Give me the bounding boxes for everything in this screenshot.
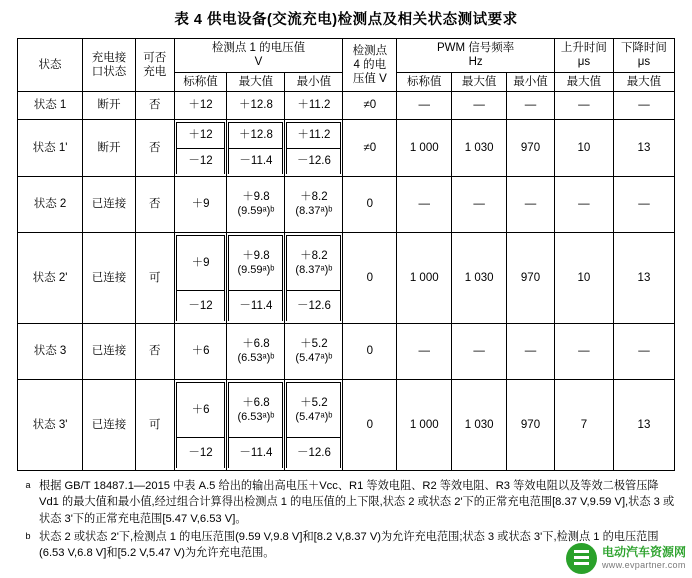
row-can-charge: 否 [135, 324, 174, 380]
row-pwm-nominal: — [397, 92, 452, 120]
table-header-row-1 [18, 39, 675, 73]
header-fall-time [613, 39, 674, 73]
row-point1-nominal-group [174, 380, 227, 471]
row-state: 状态 3' [18, 380, 83, 471]
header-pwm [397, 39, 555, 73]
row-port-state: 已连接 [83, 233, 136, 324]
row-point1-min-note: (5.47ᵃ)ᵇ [295, 352, 333, 365]
row-point4: 0 [343, 177, 397, 233]
row-point1-nominal-2: －12 [176, 291, 225, 322]
row-point1-max-group [227, 233, 285, 324]
header-fall-line2: μs [637, 56, 651, 69]
row-point1-min-cell [287, 236, 341, 291]
row-state: 状态 1 [18, 92, 83, 120]
header-pwm-max: 最大值 [452, 72, 507, 91]
row-port-state: 已连接 [83, 324, 136, 380]
header-can-charge-line1: 可否 [143, 51, 167, 64]
table-row [18, 120, 675, 177]
row-point1-nominal: ＋9 [176, 236, 225, 291]
row-point1-nominal: ＋6 [174, 324, 227, 380]
row-rise-time: — [554, 177, 613, 233]
row-pwm-nominal: 1 000 [397, 380, 452, 471]
header-rise-line2: μs [577, 56, 591, 69]
header-can-charge [135, 39, 174, 92]
row-point1-min-2: －12.6 [287, 149, 341, 175]
header-fall-max: 最大值 [613, 72, 674, 91]
row-rise-time: 10 [554, 120, 613, 177]
row-point1-min: ＋11.2 [285, 92, 343, 120]
row-fall-time: 13 [613, 380, 674, 471]
row-point1-max-2: －11.4 [229, 291, 283, 322]
row-rise-time: — [554, 324, 613, 380]
row-point1-max-cell [229, 383, 283, 438]
row-rise-time: 7 [554, 380, 613, 471]
header-rise-line1: 上升时间 [560, 42, 607, 54]
row-point1-min: ＋8.2 [300, 249, 328, 262]
row-point1-nominal: ＋6 [176, 383, 225, 438]
header-state: 状态 [18, 39, 83, 92]
measurement-requirements-table [17, 38, 675, 471]
header-point4 [343, 39, 397, 92]
row-point1-max-group [227, 120, 285, 177]
header-pwm-line2: Hz [468, 56, 483, 69]
header-point4-line1: 检测点 [352, 44, 388, 57]
inner-table [176, 122, 226, 174]
row-state: 状态 2 [18, 177, 83, 233]
row-pwm-max: 1 030 [452, 233, 507, 324]
row-point1-nominal: ＋12 [174, 92, 227, 120]
row-point1-min-note: (8.37ᵃ)ᵇ [295, 205, 333, 218]
header-pwm-min: 最小值 [507, 72, 555, 91]
header-pwm-line1: PWM 信号频率 [436, 42, 515, 54]
row-point1-max: ＋6.8 [242, 396, 270, 409]
row-point1-max-group [227, 380, 285, 471]
row-point1-max-group [227, 324, 285, 380]
row-point1-max-2: －11.4 [229, 438, 283, 469]
watermark [566, 543, 686, 574]
inner-table [286, 382, 341, 468]
row-point1-min-group [285, 177, 343, 233]
watermark-text [602, 546, 686, 570]
header-point1-min: 最小值 [285, 72, 343, 91]
row-fall-time: — [613, 92, 674, 120]
inner-table [176, 235, 226, 321]
row-pwm-max: — [452, 177, 507, 233]
row-point1-max-2: －11.4 [229, 149, 283, 175]
row-state: 状态 2' [18, 233, 83, 324]
row-can-charge: 可 [135, 380, 174, 471]
inner-table [228, 382, 283, 468]
row-can-charge: 可 [135, 233, 174, 324]
footnote-a-marker: a [25, 480, 31, 491]
row-pwm-nominal: 1 000 [397, 233, 452, 324]
row-point1-max: ＋6.8 [242, 338, 270, 351]
row-point1-nominal-2: －12 [176, 438, 225, 469]
table-row [18, 177, 675, 233]
row-can-charge: 否 [135, 92, 174, 120]
row-point1-min-group [285, 380, 343, 471]
row-point1-max: ＋12.8 [227, 92, 285, 120]
header-rise-time [554, 39, 613, 73]
inner-table [286, 122, 341, 174]
row-point1-min-group [285, 233, 343, 324]
row-pwm-min: 970 [507, 233, 555, 324]
row-pwm-max: 1 030 [452, 120, 507, 177]
row-point1-min: ＋5.2 [300, 338, 328, 351]
row-point1-max: ＋12.8 [229, 123, 283, 149]
row-state: 状态 3 [18, 324, 83, 380]
row-point1-min-group [285, 324, 343, 380]
header-point1-nominal: 标称值 [174, 72, 227, 91]
row-pwm-nominal: — [397, 177, 452, 233]
footnote-a-text: 根据 GB/T 18487.1—2015 中表 A.5 给出的输出高电压＋Vcc、R1 等效电阻、R2 等效电阻、R3 等效电阻以及等效二极管压降 Vd1 的最大值和最小值,经过组合计算得出检测点 1 的电压值的上下限,状态 2 或状态 2'下的正常充电范围[8.37 V,9.59 V],状态 3 或状态 3'下的正常充电范围[5.47 V,6.53 V]。 [39, 480, 675, 525]
header-port-state-line2: 口状态 [91, 66, 127, 79]
row-point1-min-2: －12.6 [287, 291, 341, 322]
row-point1-max-note: (9.59ᵃ)ᵇ [237, 205, 275, 218]
row-fall-time: 13 [613, 233, 674, 324]
row-pwm-min: — [507, 177, 555, 233]
row-point1-nominal: ＋9 [174, 177, 227, 233]
row-pwm-min: — [507, 92, 555, 120]
row-point1-max-group [227, 177, 285, 233]
row-point1-nominal: ＋12 [176, 123, 225, 149]
row-fall-time: — [613, 177, 674, 233]
header-point4-line2: 4 的电 [353, 58, 387, 71]
row-point1-min-note: (8.37ᵃ)ᵇ [295, 263, 333, 276]
inner-table [286, 235, 341, 321]
footnote-b-text: 状态 2 或状态 2'下,检测点 1 的电压范围(9.59 V,9.8 V]和[8.2 V,8.37 V)为允许充电范围;状态 3 或状态 3'下,检测点 1 的电压范围(6.53 V,6.8 V]和[5.2 V,5.47 V)为允许充电范围。 [39, 530, 659, 560]
site-logo-icon [566, 543, 597, 574]
row-point1-max-note: (6.53ᵃ)ᵇ [237, 352, 275, 365]
header-rise-max: 最大值 [554, 72, 613, 91]
row-point4: 0 [343, 324, 397, 380]
row-pwm-max: — [452, 324, 507, 380]
row-point1-min: ＋5.2 [300, 396, 328, 409]
row-point1-max: ＋9.8 [242, 191, 270, 204]
inner-table [228, 122, 283, 174]
row-point4: 0 [343, 233, 397, 324]
footnote-b-marker: b [25, 530, 31, 541]
row-point1-nominal-group [174, 233, 227, 324]
row-fall-time: 13 [613, 120, 674, 177]
row-point1-nominal-2: －12 [176, 149, 225, 175]
watermark-site-name: 电动汽车资源网 [601, 545, 686, 560]
row-pwm-min: — [507, 324, 555, 380]
footnote-a [17, 478, 675, 527]
row-point4: 0 [343, 380, 397, 471]
row-point1-min-note: (5.47ᵃ)ᵇ [295, 410, 333, 423]
row-pwm-min: 970 [507, 380, 555, 471]
row-fall-time: — [613, 324, 674, 380]
header-point4-line3: 压值 V [352, 73, 387, 86]
row-can-charge: 否 [135, 120, 174, 177]
row-point1-max-note: (6.53ᵃ)ᵇ [237, 410, 275, 423]
header-can-charge-line2: 充电 [143, 66, 167, 79]
inner-table [228, 235, 283, 321]
row-pwm-max: — [452, 92, 507, 120]
row-pwm-min: 970 [507, 120, 555, 177]
table-row [18, 324, 675, 380]
row-port-state: 断开 [83, 92, 136, 120]
row-point4: ≠0 [343, 92, 397, 120]
page-title: 表 4 供电设备(交流充电)检测点及相关状态测试要求 [174, 12, 518, 28]
row-point4: ≠0 [343, 120, 397, 177]
header-point1 [174, 39, 343, 73]
header-point1-max: 最大值 [227, 72, 285, 91]
header-port-state [83, 39, 136, 92]
row-rise-time: 10 [554, 233, 613, 324]
row-point1-nominal-group [174, 120, 227, 177]
header-port-state-line1: 充电接 [91, 51, 127, 64]
row-pwm-nominal: — [397, 324, 452, 380]
row-port-state: 已连接 [83, 380, 136, 471]
row-point1-min-cell [287, 383, 341, 438]
row-port-state: 断开 [83, 120, 136, 177]
row-pwm-nominal: 1 000 [397, 120, 452, 177]
table-row [18, 233, 675, 324]
inner-table [176, 382, 226, 468]
header-fall-line1: 下降时间 [620, 42, 667, 54]
row-point1-min-group [285, 120, 343, 177]
table-row [18, 92, 675, 120]
table-row [18, 380, 675, 471]
row-port-state: 已连接 [83, 177, 136, 233]
row-point1-max-cell [229, 236, 283, 291]
row-pwm-max: 1 030 [452, 380, 507, 471]
watermark-site-url: www.evpartner.com [601, 560, 686, 571]
row-point1-min: ＋8.2 [300, 191, 328, 204]
header-point1-line2: V [254, 56, 263, 69]
row-point1-max-note: (9.59ᵃ)ᵇ [237, 263, 275, 276]
row-rise-time: — [554, 92, 613, 120]
header-pwm-nominal: 标称值 [397, 72, 452, 91]
header-point1-line1: 检测点 1 的电压值 [211, 42, 306, 54]
row-can-charge: 否 [135, 177, 174, 233]
row-point1-max: ＋9.8 [242, 249, 270, 262]
row-point1-min-2: －12.6 [287, 438, 341, 469]
row-point1-min: ＋11.2 [287, 123, 341, 149]
row-state: 状态 1' [18, 120, 83, 177]
